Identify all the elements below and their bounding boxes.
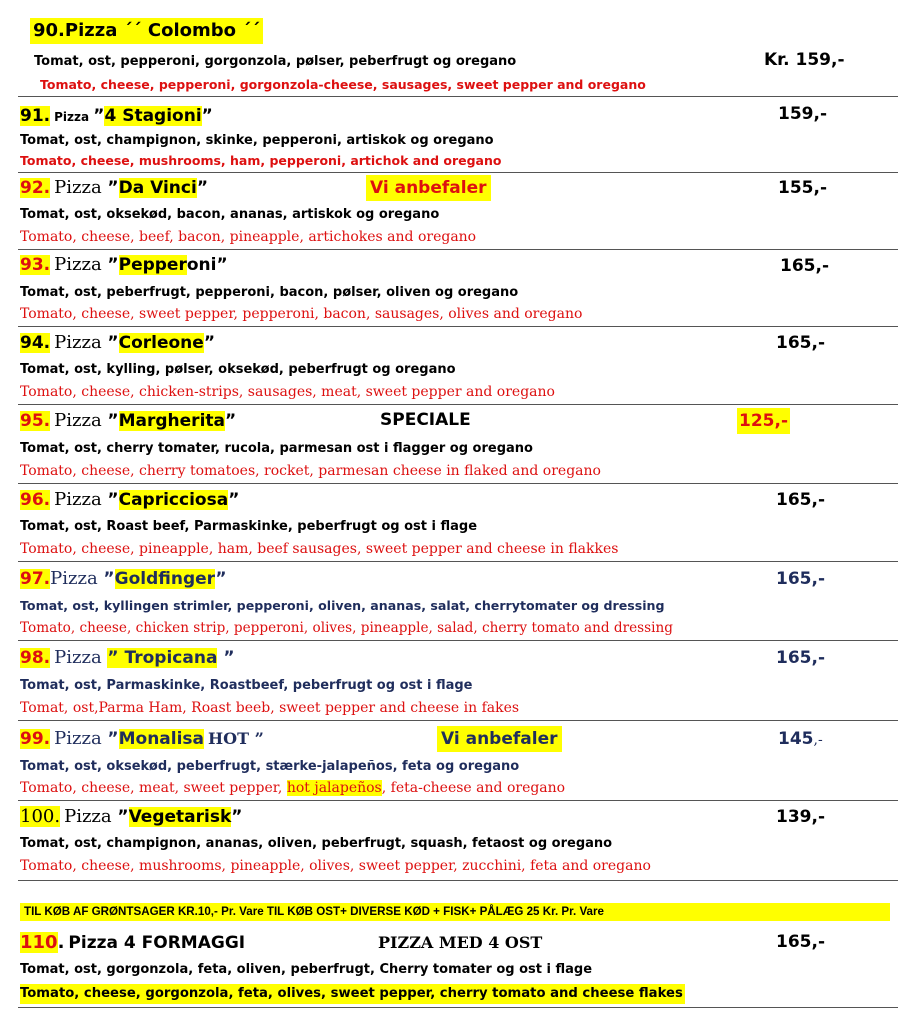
item-description-da: Tomat, ost, Parmaskinke, Roastbeef, peberfrugt og ost i flage: [20, 678, 473, 693]
item-description-da: Tomat, ost, kyllingen strimler, pepperoni, oliven, ananas, salat, cherrytomater og dressing: [20, 598, 665, 613]
item-name: Pepper: [118, 255, 187, 275]
extras-notice: TIL KØB AF GRØNTSAGER KR.10,- Pr. Vare TIL KØB OST+ DIVERSE KØD + FISK+ PÅLÆG 25 Kr. Pr. Vare: [20, 903, 890, 921]
item-price-suffix: ,-: [813, 732, 823, 748]
item-title: 93. Pizza ”Pepperoni”: [20, 254, 228, 275]
item-name: ´´ Colombo ´´: [123, 20, 261, 41]
en-part-b: , feta-cheese and oregano: [381, 780, 566, 796]
divider: [18, 326, 898, 327]
item-number: 99.: [20, 729, 51, 749]
item-number: 96.: [20, 490, 51, 510]
item-name: Vegetarisk: [128, 807, 232, 827]
item-price: 139,-: [776, 807, 825, 827]
item-price-value: 145: [778, 729, 814, 749]
item-description-en: Tomato, cheese, chicken-strips, sausages, meat, sweet pepper and oregano: [20, 384, 555, 400]
item-title: 97.Pizza ”Goldfinger”: [20, 568, 227, 589]
item-prefix: Pizza: [64, 806, 118, 827]
item-description-en: Tomato, cheese, mushrooms, pineapple, olives, sweet pepper, zucchini, feta and oregano: [20, 858, 651, 874]
item-number: 95.: [20, 411, 51, 431]
item-price: [778, 729, 823, 749]
item-prefix: Pizza: [54, 647, 108, 668]
divider: [18, 720, 898, 721]
item-description-en: Tomato, cheese, sweet pepper, pepperoni, bacon, sausages, olives and oregano: [20, 306, 583, 322]
item-price: 165,-: [776, 333, 825, 353]
divider: [18, 172, 898, 173]
divider: [18, 640, 898, 641]
divider: [18, 483, 898, 484]
item-title: 100. Pizza ”Vegetarisk”: [20, 806, 243, 827]
item-number: 91.: [20, 106, 51, 126]
item-number-dot: .: [57, 932, 65, 953]
hot-label: HOT: [208, 729, 249, 748]
item-description-en: Tomato, cheese, chicken strip, pepperoni, olives, pineapple, salad, cherry tomato and dressing: [20, 620, 673, 636]
item-description-en: Tomato, cheese, pineapple, ham, beef sausages, sweet pepper and cheese in flakkes: [20, 541, 619, 557]
item-name: Da Vinci: [118, 178, 197, 198]
item-number: 94.: [20, 333, 51, 353]
item-title: 92. Pizza ”Da Vinci”: [20, 177, 208, 198]
item-description-en: Tomato, cheese, pepperoni, gorgonzola-cheese, sausages, sweet pepper and oregano: [40, 77, 646, 92]
item-description-da: Tomat, ost, Roast beef, Parmaskinke, peberfrugt og ost i flage: [20, 519, 478, 534]
item-title: 91. Pizza ”4 Stagioni”: [20, 106, 213, 126]
divider: [18, 880, 898, 881]
item-name: Corleone: [118, 333, 204, 353]
item-name: Pizza 4 FORMAGGI: [68, 933, 246, 953]
item-prefix: Pizza: [50, 568, 104, 589]
item-price: 165,-: [776, 932, 825, 952]
item-description-da: Tomat, ost, pepperoni, gorgonzola, pølser, peberfrugt og oregano: [34, 54, 517, 69]
item-title: 95. Pizza ”Margherita”: [20, 410, 237, 431]
item-title: 98. Pizza ” Tropicana ”: [20, 647, 235, 668]
item-number: 93.: [20, 255, 51, 275]
item-price: 159,-: [778, 104, 827, 124]
item-description-da: Tomat, ost, kylling, pølser, oksekød, peberfrugt og oregano: [20, 362, 456, 377]
item-name: Capricciosa: [118, 490, 229, 510]
item-prefix: Pizza: [54, 489, 108, 510]
item-description-en: Tomato, cheese, mushrooms, ham, pepperoni, artichok and oregano: [20, 153, 502, 168]
item-price: Kr. 159,-: [764, 50, 845, 70]
item-prefix: Pizza: [54, 332, 108, 353]
item-name: 4 Stagioni: [104, 106, 202, 126]
item-name: Margherita: [118, 411, 225, 431]
item-prefix: Pizza: [54, 728, 108, 749]
item-price: 165,-: [780, 256, 829, 276]
item-description-da: Tomat, ost, oksekød, peberfrugt, stærke-jalapeños, feta og oregano: [20, 759, 520, 774]
item-prefix: Pizza: [54, 110, 94, 124]
item-description-en: Tomato, cheese, beef, bacon, pineapple, artichokes and oregano: [20, 229, 477, 245]
item-title: 99. Pizza ”Monalisa HOT ”: [20, 728, 264, 749]
item-price: 165,-: [776, 648, 825, 668]
item-description-en: Tomat, ost,Parma Ham, Roast beeb, sweet pepper and cheese in fakes: [20, 700, 520, 716]
item-title: [30, 18, 263, 44]
item-description-da: Tomat, ost, cherry tomater, rucola, parmesan ost i flagger og oregano: [20, 441, 533, 456]
item-name: Monalisa: [118, 729, 205, 749]
item-price: 165,-: [776, 569, 825, 589]
special-subtitle: PIZZA MED 4 OST: [378, 933, 543, 952]
item-description-en: Tomato, cheese, cherry tomatoes, rocket, parmesan cheese in flaked and oregano: [20, 463, 601, 479]
item-description-en: [20, 780, 565, 796]
en-highlight: hot jalapeños: [286, 780, 382, 796]
item-prefix: Pizza: [54, 177, 108, 198]
item-name: Tropicana: [124, 648, 218, 668]
item-description-da: Tomat, ost, champignon, skinke, pepperoni, artiskok og oregano: [20, 133, 494, 148]
item-title: 96. Pizza ”Capricciosa”: [20, 489, 240, 510]
item-prefix: Pizza: [54, 254, 108, 275]
item-price: 155,-: [778, 178, 827, 198]
item-prefix: Pizza: [64, 20, 124, 41]
en-part-a: Tomato, cheese, meat, sweet pepper,: [20, 780, 287, 796]
item-number: 97.: [20, 569, 51, 589]
item-number: 110: [20, 932, 58, 953]
divider: [18, 96, 898, 97]
item-description-da: Tomat, ost, oksekød, bacon, ananas, artiskok og oregano: [20, 207, 440, 222]
item-number: 92.: [20, 178, 51, 198]
divider: [18, 404, 898, 405]
speciale-label: SPECIALE: [380, 410, 471, 430]
item-prefix: Pizza: [54, 410, 108, 431]
divider: [18, 1007, 898, 1008]
item-description-da: Tomat, ost, gorgonzola, feta, oliven, peberfrugt, Cherry tomater og ost i flage: [20, 962, 593, 977]
item-description-da: Tomat, ost, champignon, ananas, oliven, peberfrugt, squash, fetaost og oregano: [20, 836, 613, 851]
item-price: 125,-: [737, 408, 790, 434]
item-title: 94. Pizza ”Corleone”: [20, 332, 216, 353]
divider: [18, 561, 898, 562]
item-number: 100.: [20, 806, 61, 827]
item-name: Goldfinger: [114, 569, 216, 589]
item-number: 98.: [20, 648, 51, 668]
item-price: 165,-: [776, 490, 825, 510]
recommend-badge: Vi anbefaler: [366, 175, 491, 201]
item-description-da: Tomat, ost, peberfrugt, pepperoni, bacon, pølser, oliven og oregano: [20, 285, 519, 300]
item-name-rest: oni: [186, 255, 217, 275]
item-number: 90.: [33, 20, 65, 41]
divider: [18, 800, 898, 801]
recommend-badge: Vi anbefaler: [437, 726, 562, 752]
item-description-en: Tomato, cheese, gorgonzola, feta, olives, sweet pepper, cherry tomato and cheese flakes: [20, 984, 685, 1004]
divider: [18, 249, 898, 250]
item-title: [20, 930, 245, 957]
